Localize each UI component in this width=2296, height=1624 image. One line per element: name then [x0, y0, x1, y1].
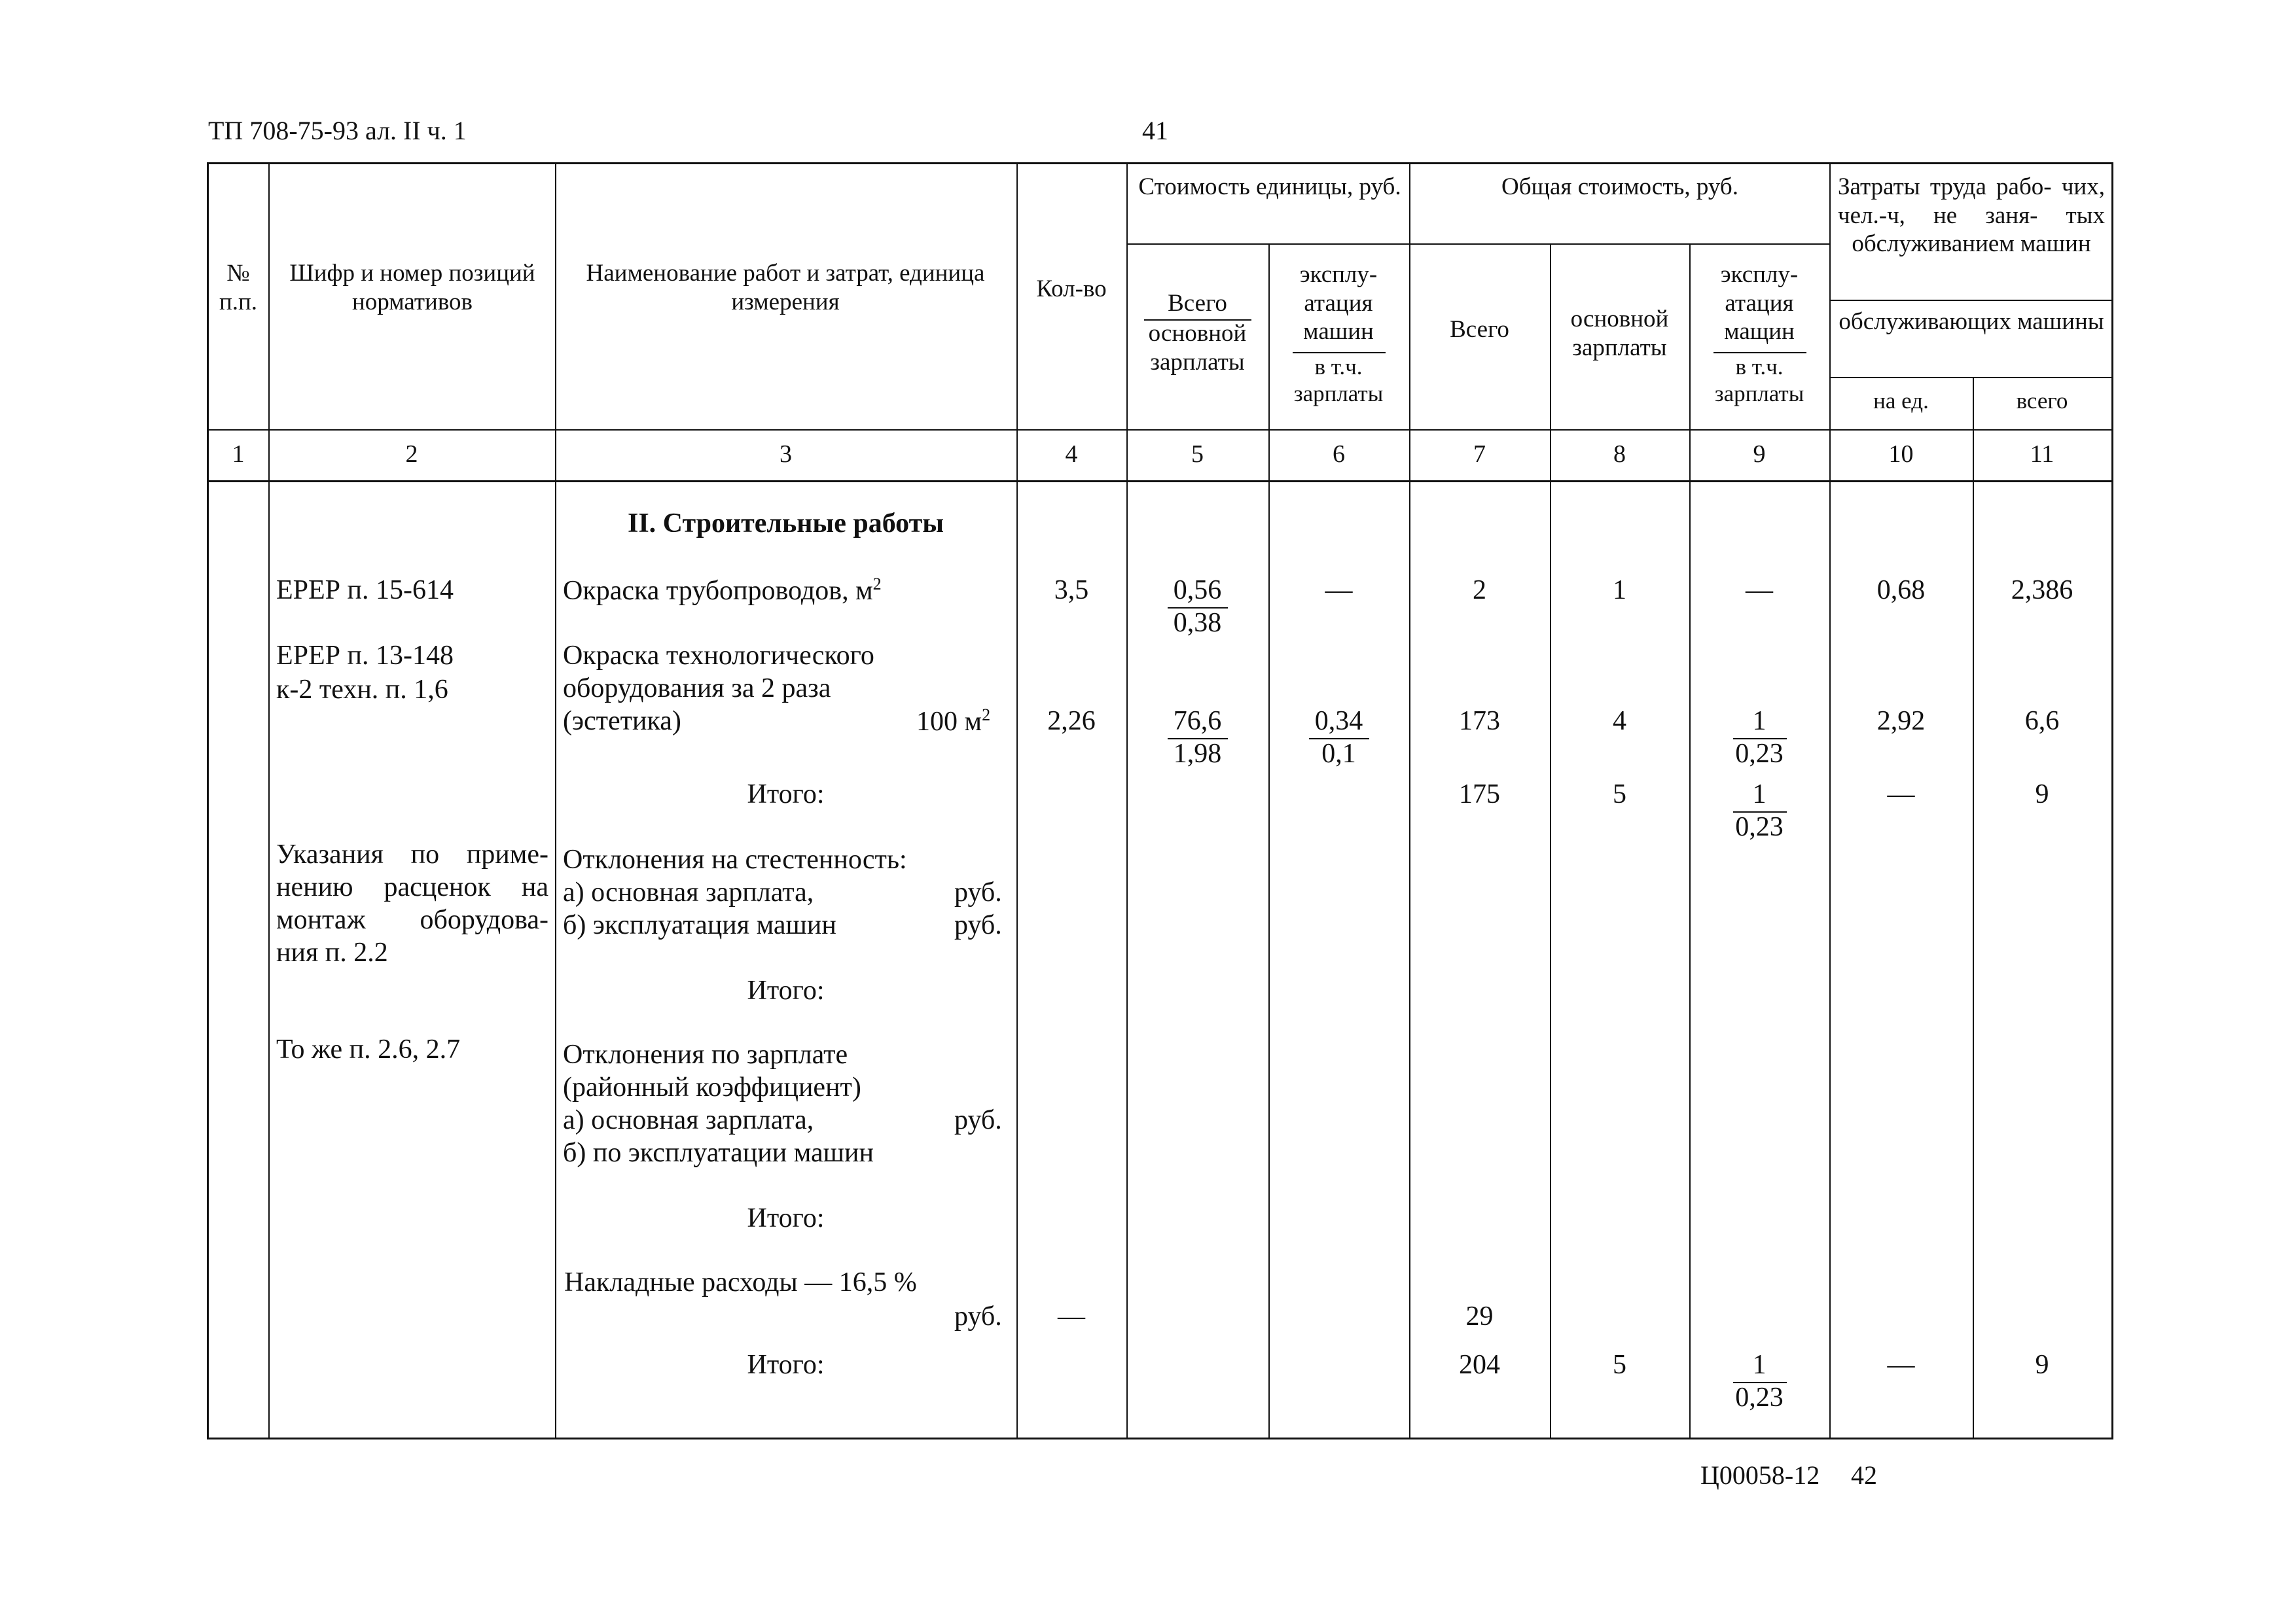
row-work-name-line3: б) эксплуатация машин [563, 910, 836, 940]
header-labor-costs: Затраты труда рабо- чих, чел.-ч, не заня- тых обслуживанием машин [1838, 173, 2105, 258]
row-labor-per-unit: — [1887, 779, 1915, 809]
section-title: II. Строительные работы [627, 508, 944, 538]
page-number: 41 [1142, 116, 1168, 145]
row-labor-total: 6,6 [2024, 706, 2060, 736]
row-unit: руб. [954, 1105, 1002, 1135]
row-work-name-line2: (районный коэффициент) [563, 1072, 861, 1103]
row-work-name [563, 574, 882, 608]
row-total-wages: 4 [1613, 706, 1626, 736]
total-label: Итого: [747, 1350, 825, 1380]
col-number: 10 [1888, 440, 1914, 468]
row-labor-per-unit: 2,92 [1876, 706, 1926, 736]
col-number: 5 [1191, 440, 1204, 468]
row-unit [916, 705, 990, 739]
row-norm-code: То же п. 2.6, 2.7 [276, 1034, 461, 1065]
grid-line [1550, 245, 1551, 1438]
header-row-number: № п.п. [219, 260, 258, 315]
row-total: 173 [1459, 706, 1500, 736]
row-work-name: Накладные расходы — 16,5 % [564, 1267, 917, 1297]
row-work-name-line2: оборудования за 2 раза [563, 673, 831, 703]
grid-line [1829, 377, 2112, 378]
row-work-name: Отклонения по зарплате [563, 1040, 848, 1070]
row-labor-total: 2,386 [2011, 575, 2073, 605]
grid-line [1016, 164, 1018, 1438]
header-col5-total: Всего [1168, 290, 1227, 317]
row-total: 29 [1465, 1301, 1494, 1332]
subtotal-label: Итого: [747, 1203, 825, 1233]
row-work-name-line4: б) по эксплуатации машин [563, 1138, 874, 1168]
header-unit-cost: Стоимость единицы, руб. [1138, 173, 1401, 200]
row-total-wages: 5 [1613, 1350, 1626, 1380]
row-total-wages: 1 [1613, 575, 1626, 605]
row-total: 2 [1473, 575, 1486, 605]
row-norm-code: Указания по приме- [276, 839, 548, 870]
row-unit-wages: 1,98 [1173, 739, 1222, 769]
row-norm-code: ЕРЕР п. 15-614 [276, 575, 454, 605]
col-number: 6 [1333, 440, 1345, 468]
row-unit: руб. [954, 1301, 1002, 1332]
grid-line [268, 164, 270, 1438]
row-total: 204 [1459, 1350, 1500, 1380]
document-code-header: ТП 708-75-93 ал. II ч. 1 [208, 116, 467, 145]
row-work-name-line3: (эстетика) [563, 706, 681, 736]
row-norm-code: ЕРЕР п. 13-148 [276, 641, 454, 671]
row-work-name-line2: а) основная зарплата, [563, 877, 814, 908]
row-total-machines: 1 [1752, 779, 1767, 809]
row-labor-total: 9 [2035, 1350, 2049, 1380]
col-number: 8 [1613, 440, 1626, 468]
subtotal-label: Итого: [747, 976, 825, 1006]
row-unit-wages: 0,38 [1173, 608, 1222, 638]
row-unit-total: 0,56 [1173, 575, 1222, 605]
row-work-name: Отклонения на стестенность: [563, 845, 907, 875]
header-col11-total: всего [2016, 388, 2068, 414]
row-labor-per-unit: 0,68 [1876, 575, 1926, 605]
header-col5-wages: основной зарплаты [1148, 320, 1247, 376]
row-labor-per-unit: — [1887, 1350, 1915, 1380]
header-work-name: Наименование работ и затрат, единица измерения [586, 260, 985, 315]
header-col9-wages: в т.ч. зарплаты [1714, 354, 1804, 407]
row-total-machine-wages: 0,23 [1735, 1383, 1784, 1413]
grid-line [1973, 378, 1974, 1438]
header-total-cost: Общая стоимость, руб. [1501, 173, 1739, 200]
row-unit-total: 76,6 [1173, 706, 1222, 736]
header-col8-wages: основной зарплаты [1570, 306, 1669, 361]
row-norm-code-line2: к-2 техн. п. 1,6 [276, 675, 448, 705]
grid-line [1268, 245, 1270, 1438]
row-labor-total: 9 [2035, 779, 2049, 809]
row-unit: руб. [954, 877, 1002, 908]
row-total-machines: — [1746, 575, 1773, 605]
row-quantity: 2,26 [1047, 706, 1096, 736]
row-norm-code-line3: монтаж оборудова- [276, 905, 548, 935]
row-norm-code-line4: ния п. 2.2 [276, 938, 388, 968]
row-quantity: 3,5 [1054, 575, 1089, 605]
header-col6-wages: в т.ч. зарплаты [1293, 354, 1384, 407]
unit-superscript: 2 [872, 574, 882, 593]
row-unit-text: 100 м [916, 707, 982, 737]
footer-code: Ц00058-12 [1700, 1460, 1820, 1490]
header-col6-machines: эксплу- атация машин [1299, 261, 1378, 345]
header-quantity: Кол-во [1036, 275, 1107, 302]
col-number: 11 [2030, 440, 2054, 468]
col-number: 9 [1753, 440, 1766, 468]
grid-line [208, 480, 2112, 482]
col-number: 3 [780, 440, 792, 468]
row-total-machine-wages: 0,23 [1735, 812, 1784, 842]
row-unit: руб. [954, 910, 1002, 940]
row-total-machines: 1 [1752, 706, 1767, 736]
col-number: 4 [1065, 440, 1078, 468]
row-total: 175 [1459, 779, 1500, 809]
header-col9-machines: эксплу- атация мащин [1720, 261, 1799, 345]
col-number: 7 [1473, 440, 1486, 468]
row-work-name-text: Окраска трубопроводов, м [563, 576, 873, 606]
header-norm-code: Шифр и номер позиций нормативов [289, 260, 535, 315]
col-number: 1 [232, 440, 245, 468]
footer-page-number: 42 [1851, 1460, 1877, 1490]
header-col7-total: Всего [1450, 316, 1509, 343]
row-total-machines: 1 [1752, 1350, 1767, 1380]
grid-line [208, 429, 2112, 431]
subtotal-label: Итого: [747, 779, 825, 809]
row-work-name: Окраска технологического [563, 641, 874, 671]
header-col10-per-unit: на ед. [1873, 388, 1929, 414]
unit-superscript: 2 [982, 705, 991, 724]
row-unit-machine-wages: 0,1 [1321, 739, 1356, 769]
row-norm-code-line2: нению расценок на [276, 872, 548, 902]
row-unit-machines: 0,34 [1314, 706, 1363, 736]
grid-line [1126, 243, 1829, 245]
grid-line [1829, 300, 2112, 301]
row-work-name-line3: а) основная зарплата, [563, 1105, 814, 1135]
row-total-wages: 5 [1613, 779, 1626, 809]
row-quantity: — [1058, 1301, 1085, 1332]
row-unit-machines: — [1325, 575, 1353, 605]
col-number: 2 [405, 440, 418, 468]
row-total-machine-wages: 0,23 [1735, 739, 1784, 769]
header-labor-servicing: обслуживающих машины [1839, 308, 2104, 335]
